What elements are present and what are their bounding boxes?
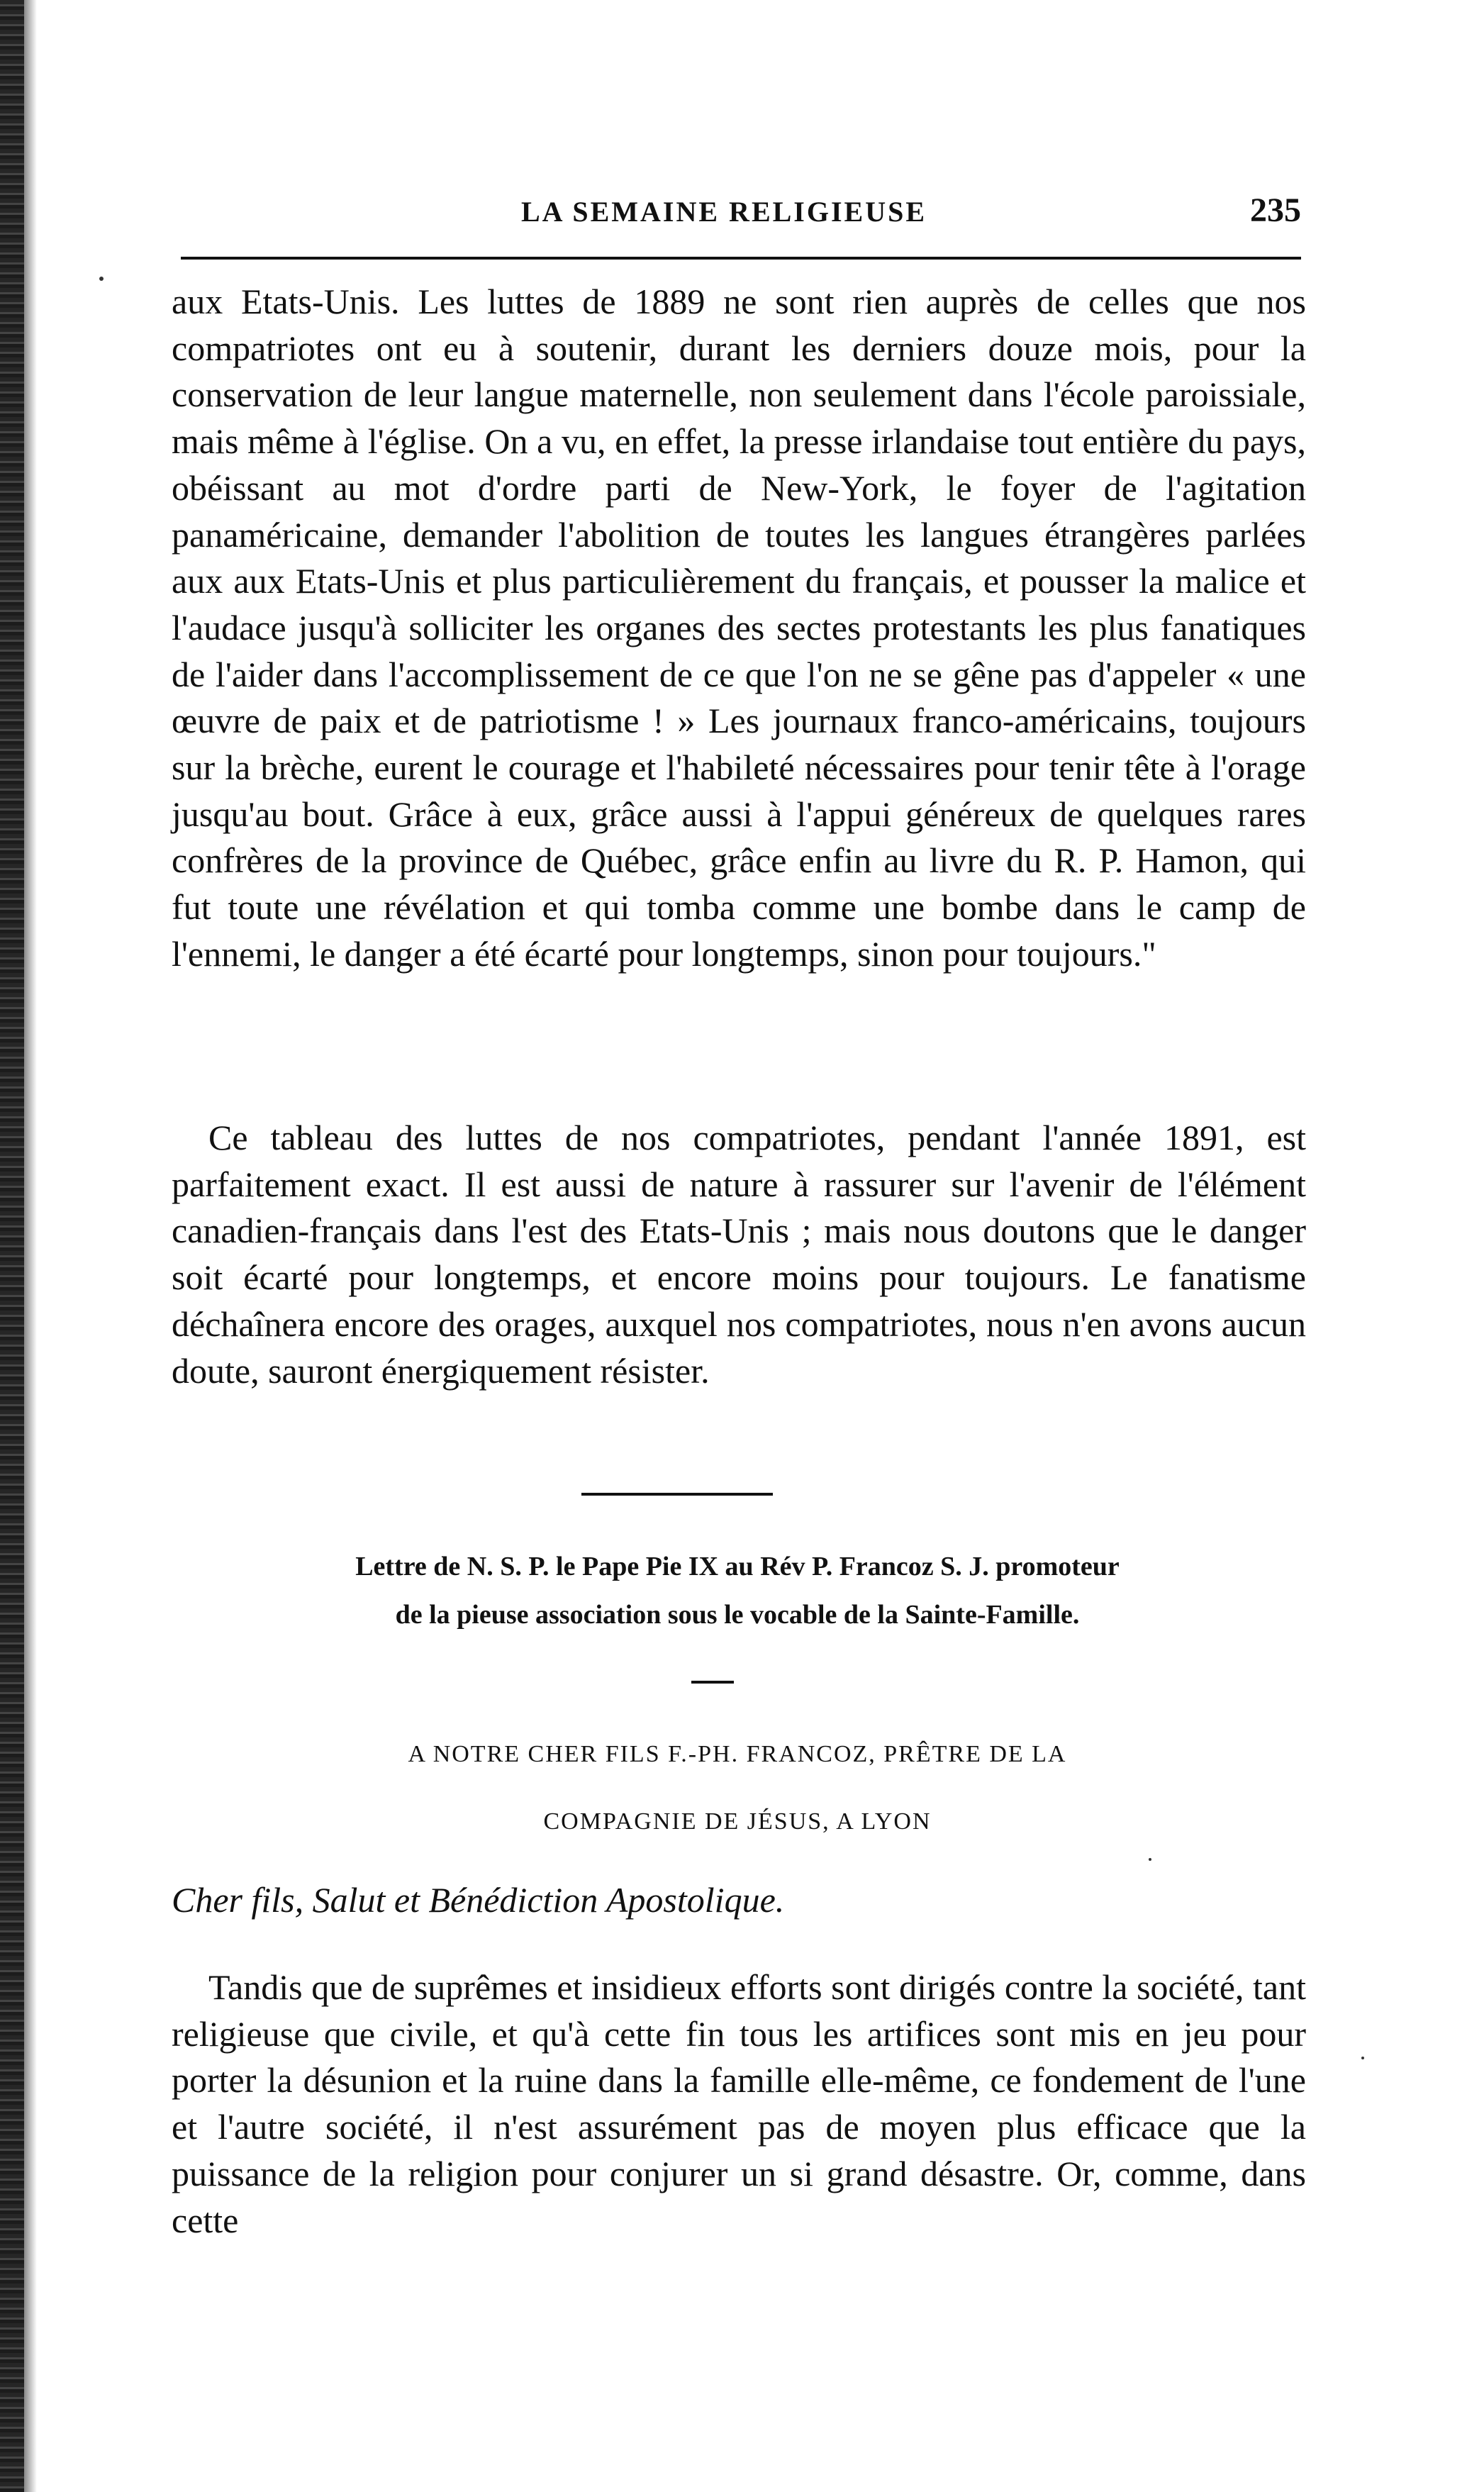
salutation: Cher fils, Salut et Bénédiction Apostolique. (172, 1880, 785, 1920)
address-line-2: COMPAGNIE DE JÉSUS, A LYON (543, 1808, 932, 1835)
scan-speck (1149, 1858, 1151, 1861)
section-divider (581, 1493, 773, 1496)
letter-title (163, 1542, 1312, 1639)
short-divider (691, 1681, 734, 1684)
paragraph-letter-body: Tandis que de suprêmes et insidieux efforts sont dirigés contre la société, tant religieuse que civile, et qu'à cette fin tous les artifices sont mis en jeu pour porter la désunion et la ruine dans la famille elle-même, ce fondement de l'une et l'autre société, il n'est assurément pas de moyen plus efficace que la puissance de la religion pour conjurer un si grand désastre. Or, comme, dans cette (172, 1967, 1306, 2240)
paragraph-quote-continuation: aux Etats-Unis. Les luttes de 1889 ne sont rien auprès de celles que nos compatriotes ont eu à soutenir, durant les derniers douze mois, pour la conservation de leur langue maternelle, non seulement dans l'école paroissiale, mais même à l'église. On a vu, en effet, la presse irlandaise tout entière du pays, obéissant au mot d'ordre parti de New-York, le foyer de l'agitation panaméricaine, demander l'abolition de toutes les langues étrangères parlées aux aux Etats-Unis et plus particulièrement du français, et pousser la malice et l'audace jusqu'à solliciter les organes des sectes protestants les plus fanatiques de l'aider dans l'accomplissement de ce que l'on ne se gêne pas d'appeler « une œuvre de paix et de patriotisme ! » Les journaux franco-américains, toujours sur la brèche, eurent le courage et l'habileté nécessaires pour tenir tête à l'orage jusqu'au bout. Grâce à eux, grâce aussi à l'appui généreux de quelques rares confrères de la province de Québec, grâce enfin au livre du R. P. Hamon, qui fut toute une révélation et qui tomba comme une bombe dans le camp de l'ennemi, le danger a été écarté pour longtemps, sinon pour toujours." (172, 282, 1306, 974)
header-rule (181, 257, 1301, 260)
gutter-shadow (24, 0, 37, 2492)
paragraph-commentary: Ce tableau des luttes de nos compatriotes, pendant l'année 1891, est parfaitement exact. Il est aussi de nature à rassurer sur l'avenir de l'élément canadien-français dans l'est des Etats-Unis ; mais nous doutons que le danger soit écarté pour longtemps, et encore moins pour toujours. Le fanatisme déchaînera encore des orages, auxquel nos compatriotes, nous n'en avons aucun doute, sauront énergiquement résister. (172, 1118, 1306, 1391)
scan-speck (1361, 2057, 1364, 2059)
running-title: LA SEMAINE RELIGIEUSE (521, 196, 927, 228)
running-header (181, 191, 1301, 238)
book-gutter-edge (0, 0, 24, 2492)
letter-title-line-1: Lettre de N. S. P. le Pape Pie IX au Rév P. Francoz S. J. promoteur (355, 1552, 1120, 1581)
address-line-1: A NOTRE CHER FILS F.-PH. FRANCOZ, PRÊTRE DE LA (408, 1741, 1067, 1767)
scan-speck (99, 277, 104, 281)
page-number: 235 (1250, 191, 1301, 229)
letter-title-line-2: de la pieuse association sous le vocable de la Sainte-Famille. (395, 1600, 1080, 1630)
